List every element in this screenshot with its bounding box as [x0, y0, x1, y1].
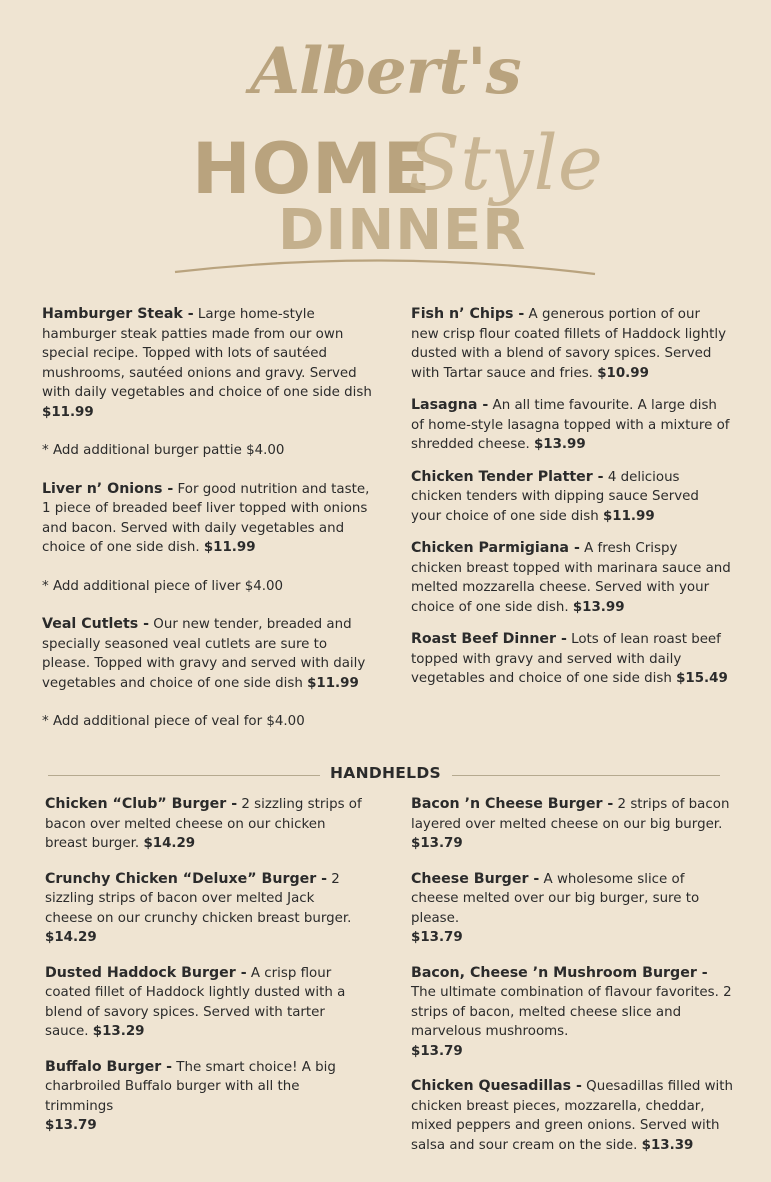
item-price: $14.29: [45, 930, 97, 945]
item-desc: A fresh Crispy chicken breast topped with marinara sauce and melted mozzarella cheese. Served with your choice of one side dish.: [411, 541, 731, 615]
menu-item: [411, 396, 731, 455]
item-desc: Our new tender, breaded and specially seasoned veal cutlets are sure to please. Topped with gravy and served with daily vegetables and choice of one side dish: [42, 617, 366, 691]
item-desc: Lots of lean roast beef topped with gravy and served with daily vegetables and choice of one side dish: [411, 632, 721, 686]
item-price: $13.79: [45, 1118, 97, 1133]
item-desc: A crisp flour coated fillet of Haddock lightly dusted with a blend of savory spices. Served with tarter sauce.: [45, 965, 346, 1039]
handhelds-right-column: [411, 795, 733, 1155]
item-price: $11.99: [307, 675, 359, 691]
menu-item: [411, 795, 733, 854]
menu-item: [42, 480, 372, 558]
menu-item: [411, 964, 733, 1062]
item-price: $13.99: [572, 599, 625, 615]
item-desc: The smart choice! A big charbroiled Buffalo burger with all the trimmings: [45, 1059, 336, 1114]
section-title-handhelds: HANDHELDS: [330, 764, 441, 782]
item-name: Lasagna -: [411, 397, 489, 413]
item-price: $11.99: [203, 540, 256, 555]
item-name: Hamburger Steak -: [42, 306, 194, 322]
item-name: Roast Beef Dinner -: [411, 631, 567, 647]
item-price: $11.99: [602, 508, 655, 524]
item-desc: A wholesome slice of cheese melted over our big burger, sure to please.: [411, 871, 700, 926]
item-price: $11.99: [42, 404, 94, 420]
add-on-note: * Add additional piece of liver $4.00: [42, 578, 284, 594]
menu-item: [45, 870, 363, 948]
menu-item: [45, 795, 363, 854]
item-price: $14.29: [143, 836, 196, 851]
item-name: Bacon ’n Cheese Burger -: [411, 796, 614, 812]
item-name: Cheese Burger -: [411, 870, 540, 887]
item-price: $13.29: [92, 1024, 145, 1039]
item-price: $15.49: [676, 671, 728, 686]
item-name: Chicken Tender Platter -: [411, 468, 604, 485]
item-price: $13.79: [411, 1043, 463, 1059]
menu-item: [411, 870, 733, 948]
menu-item: [411, 1077, 733, 1155]
menu-item: [45, 964, 363, 1042]
item-desc: A generous portion of our new crisp flour coated fillets of Haddock lightly dusted with a blend of savory spices. Served with Tartar sauce and fries.: [411, 307, 727, 381]
dinners-left-column: [42, 305, 372, 732]
handhelds-left-column: [45, 795, 363, 1136]
item-name: Veal Cutlets -: [42, 616, 150, 632]
item-desc: The ultimate combination of flavour favorites. 2 strips of bacon, melted cheese slice and marvelous mushrooms.: [411, 985, 732, 1039]
add-on-note: * Add additional piece of veal for $4.00: [42, 714, 305, 729]
dinners-right-column: [411, 305, 731, 689]
add-on-note: * Add additional burger pattie $4.00: [42, 443, 285, 458]
brand-logo: Albert's: [250, 34, 521, 109]
menu-item: [411, 468, 731, 527]
logo-home-text: HOME: [192, 128, 432, 210]
item-name: Chicken “Club” Burger -: [45, 796, 238, 812]
item-desc: Quesadillas filled with chicken breast pieces, mozzarella, cheddar, mixed peppers and green onions. Served with salsa and sour cream on the side.: [411, 1079, 733, 1153]
divider-right: [452, 775, 720, 776]
menu-item: [411, 630, 731, 689]
item-desc: 2 sizzling strips of bacon over melted Jack cheese on our crunchy chicken breast burger.: [45, 871, 352, 926]
menu-item: [411, 305, 731, 383]
item-price: $13.79: [411, 836, 463, 851]
item-price: $13.99: [533, 437, 586, 452]
item-name: Dusted Haddock Burger -: [45, 964, 247, 981]
menu-header: [0, 0, 771, 290]
menu-item: [411, 539, 731, 617]
item-price: $13.39: [641, 1137, 694, 1153]
item-name: Chicken Quesadillas -: [411, 1078, 582, 1094]
item-name: Buffalo Burger -: [45, 1058, 173, 1075]
item-desc: 2 sizzling strips of bacon over melted cheese on our chicken breast burger.: [45, 797, 362, 851]
item-desc: An all time favourite. A large dish of home-style lasagna topped with a mixture of shredded cheese.: [411, 398, 730, 452]
item-name: Chicken Parmigiana -: [411, 540, 580, 556]
logo-style-script: Style: [408, 118, 603, 207]
swoosh-underline: [170, 250, 600, 280]
menu-item: [45, 1058, 363, 1136]
item-desc: For good nutrition and taste, 1 piece of breaded beef liver topped with onions and bacon. Served with daily vegetables and choice of one side dish.: [42, 481, 370, 555]
item-desc: 2 strips of bacon layered over melted cheese on our big burger.: [411, 797, 730, 832]
logo-dinner-text: DINNER: [278, 198, 527, 263]
item-name: Bacon, Cheese ’n Mushroom Burger -: [411, 964, 708, 981]
item-name: Crunchy Chicken “Deluxe” Burger -: [45, 870, 328, 887]
item-name: Fish n’ Chips -: [411, 306, 525, 322]
item-price: $13.79: [411, 930, 463, 945]
menu-item: [42, 615, 372, 693]
item-name: Liver n’ Onions -: [42, 480, 174, 497]
item-desc: 4 delicious chicken tenders with dipping sauce Served your choice of one side dish: [411, 469, 699, 524]
item-price: $10.99: [597, 365, 649, 381]
item-desc: Large home-style hamburger steak patties made from our own special recipe. Topped with lots of sautéed mushrooms, sautéed onions and gravy. Served with daily vegetables and choice of one side dish: [42, 307, 372, 400]
menu-item: [42, 305, 372, 422]
